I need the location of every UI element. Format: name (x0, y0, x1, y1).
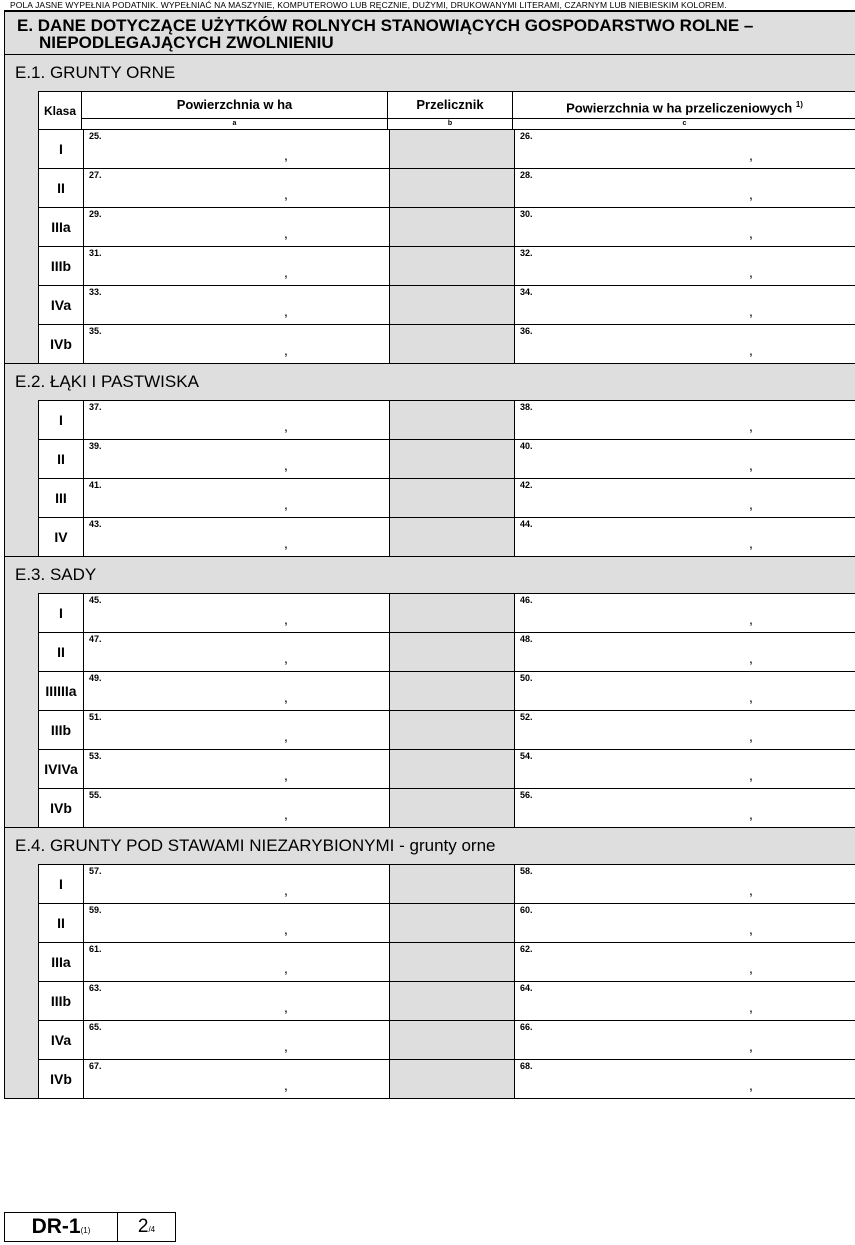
area-ha-field[interactable] (84, 1021, 390, 1059)
table-row (38, 518, 855, 556)
page-current: 2 (137, 1216, 149, 1237)
area-converted-field[interactable] (515, 440, 855, 478)
field-number: 29. (89, 209, 102, 219)
klasa-label (38, 479, 84, 517)
field-number: 54. (520, 751, 533, 761)
conversion-factor-cell (390, 1060, 515, 1098)
decimal-comma: , (749, 186, 753, 202)
decimal-comma: , (749, 457, 753, 473)
table-row (38, 401, 855, 440)
header-col-a-letter: a (232, 120, 237, 127)
klasa-label (38, 208, 84, 246)
area-ha-field[interactable] (84, 247, 390, 285)
area-ha-field[interactable] (84, 789, 390, 827)
form-footer (4, 1212, 176, 1242)
field-number: 61. (89, 944, 102, 954)
area-converted-field[interactable] (515, 479, 855, 517)
klasa-label (38, 904, 84, 942)
klasa-label (38, 594, 84, 632)
field-number: 45. (89, 595, 102, 605)
field-number: 58. (520, 866, 533, 876)
field-number: 38. (520, 402, 533, 412)
klasa-label (38, 1021, 84, 1059)
decimal-comma: , (284, 535, 288, 551)
conversion-factor-cell (390, 633, 515, 671)
area-ha-field[interactable] (84, 633, 390, 671)
area-ha-field[interactable] (84, 904, 390, 942)
conversion-factor-cell (390, 130, 515, 168)
field-number: 44. (520, 519, 533, 529)
field-number: 67. (89, 1061, 102, 1071)
area-converted-field[interactable] (515, 1060, 855, 1098)
field-number: 63. (89, 983, 102, 993)
klasa-label (38, 633, 84, 671)
form-code-label: DR-1 (31, 1215, 81, 1238)
decimal-comma: , (284, 1077, 288, 1093)
section-e-title-line1: E. DANE DOTYCZĄCE UŻYTKÓW ROLNYCH STANOWIĄCYCH GOSPODARSTWO ROLNE – (17, 16, 754, 35)
area-ha-field[interactable] (84, 325, 390, 363)
decimal-comma: , (284, 186, 288, 202)
header-col-b (388, 92, 513, 129)
klasa-label (38, 865, 84, 903)
field-number: 62. (520, 944, 533, 954)
klasa-line: IVb (50, 800, 72, 816)
klasa-label (38, 286, 84, 324)
page-number (118, 1213, 175, 1241)
klasa-line: IV (54, 529, 68, 545)
decimal-comma: , (284, 147, 288, 163)
klasa-label (38, 325, 84, 363)
data-table (38, 864, 855, 1098)
klasa-line: I (59, 141, 63, 157)
area-converted-field[interactable] (515, 750, 855, 788)
decimal-comma: , (284, 342, 288, 358)
decimal-comma: , (749, 535, 753, 551)
decimal-comma: , (284, 882, 288, 898)
instruction-note: POLA JASNE WYPEŁNIA PODATNIK. WYPEŁNIAĆ NA MASZYNIE, KOMPUTEROWO LUB RĘCZNIE, DUŻYMI, DRUKOWANYMI LITERAMI, CZARNYM LUB NIEBIESKIM KOLOREM. (10, 0, 727, 10)
area-ha-field[interactable] (84, 943, 390, 981)
klasa-label (38, 130, 84, 168)
decimal-comma: , (749, 921, 753, 937)
conversion-factor-cell (390, 1021, 515, 1059)
form-section-e (4, 12, 855, 1099)
field-number: 28. (520, 170, 533, 180)
table-row (38, 325, 855, 363)
area-ha-field[interactable] (84, 750, 390, 788)
klasa-line: IIIb (50, 258, 72, 274)
table-row (38, 208, 855, 247)
table-row (38, 594, 855, 633)
klasa-line: IIIa (57, 683, 77, 699)
conversion-factor-cell (390, 518, 515, 556)
klasa-line: I (59, 412, 63, 428)
area-converted-field[interactable] (515, 518, 855, 556)
header-col-a-label: Powierzchnia w ha (82, 92, 387, 119)
decimal-comma: , (749, 418, 753, 434)
section-e4 (5, 828, 855, 1099)
area-converted-field[interactable] (515, 982, 855, 1020)
footnote-ref: 1) (795, 100, 803, 109)
decimal-comma: , (284, 806, 288, 822)
data-table (38, 593, 855, 827)
form-version: (1) (80, 1226, 91, 1235)
area-ha-field[interactable] (84, 440, 390, 478)
klasa-line: IVb (50, 336, 72, 352)
klasa-label (38, 943, 84, 981)
klasa-label (38, 711, 84, 749)
field-number: 31. (89, 248, 102, 258)
area-ha-field[interactable] (84, 286, 390, 324)
conversion-factor-cell (390, 479, 515, 517)
decimal-comma: , (284, 1038, 288, 1054)
decimal-comma: , (749, 1077, 753, 1093)
table-row (38, 904, 855, 943)
header-col-c-text: Powierzchnia w ha przeliczeniowych (566, 100, 793, 116)
decimal-comma: , (749, 689, 753, 705)
klasa-line: IVa (57, 761, 78, 777)
area-converted-field[interactable] (515, 789, 855, 827)
decimal-comma: , (749, 767, 753, 783)
decimal-comma: , (749, 806, 753, 822)
area-converted-field[interactable] (515, 247, 855, 285)
area-ha-field[interactable] (84, 982, 390, 1020)
field-number: 37. (89, 402, 102, 412)
section-e-header (5, 12, 855, 55)
decimal-comma: , (749, 650, 753, 666)
decimal-comma: , (749, 303, 753, 319)
conversion-factor-cell (390, 789, 515, 827)
field-number: 25. (89, 131, 102, 141)
table-row (38, 169, 855, 208)
area-converted-field[interactable] (515, 943, 855, 981)
table-row (38, 247, 855, 286)
field-number: 57. (89, 866, 102, 876)
klasa-line: IVa (50, 1032, 72, 1048)
table-row (38, 286, 855, 325)
conversion-factor-cell (390, 325, 515, 363)
field-number: 53. (89, 751, 102, 761)
klasa-line: II (57, 644, 65, 660)
table-row (38, 440, 855, 479)
klasa-label (38, 789, 84, 827)
field-number: 56. (520, 790, 533, 800)
section-title: E.1. GRUNTY ORNE (15, 63, 176, 82)
field-number: 48. (520, 634, 533, 644)
area-converted-field[interactable] (515, 594, 855, 632)
decimal-comma: , (749, 342, 753, 358)
field-number: 66. (520, 1022, 533, 1032)
area-converted-field[interactable] (515, 672, 855, 710)
klasa-line: IVa (50, 297, 72, 313)
table-row (38, 1060, 855, 1098)
field-number: 47. (89, 634, 102, 644)
conversion-factor-cell (390, 711, 515, 749)
decimal-comma: , (284, 264, 288, 280)
decimal-comma: , (749, 1038, 753, 1054)
form-code (5, 1213, 118, 1241)
klasa-line: I (59, 605, 63, 621)
klasa-line: I (59, 876, 63, 892)
field-number: 34. (520, 287, 533, 297)
area-converted-field[interactable] (515, 401, 855, 439)
field-number: 40. (520, 441, 533, 451)
klasa-label (38, 750, 84, 788)
klasa-line: IIIa (51, 219, 71, 235)
klasa-label (38, 518, 84, 556)
decimal-comma: , (749, 225, 753, 241)
conversion-factor-cell (390, 208, 515, 246)
klasa-line: III (45, 683, 58, 699)
page-total: /4 (148, 1225, 156, 1234)
section-e-title (17, 17, 753, 51)
table-row (38, 982, 855, 1021)
section-e-title-line2: NIEPODLEGAJĄCYCH ZWOLNIENIU (39, 33, 334, 52)
klasa-line: II (57, 180, 65, 196)
conversion-factor-cell (390, 286, 515, 324)
header-col-b-label: Przelicznik (388, 92, 512, 119)
conversion-factor-cell (390, 982, 515, 1020)
klasa-line: III (55, 490, 67, 506)
klasa-label (38, 401, 84, 439)
section-title: E.4. GRUNTY POD STAWAMI NIEZARYBIONYMI - grunty orne (15, 836, 496, 855)
decimal-comma: , (284, 650, 288, 666)
area-ha-field[interactable] (84, 1060, 390, 1098)
conversion-factor-cell (390, 943, 515, 981)
table-row (38, 1021, 855, 1060)
conversion-factor-cell (390, 750, 515, 788)
field-number: 52. (520, 712, 533, 722)
decimal-comma: , (284, 728, 288, 744)
klasa-label (38, 247, 84, 285)
field-number: 64. (520, 983, 533, 993)
area-converted-field[interactable] (515, 904, 855, 942)
section-e3 (5, 557, 855, 828)
area-ha-field[interactable] (84, 865, 390, 903)
header-col-a (82, 92, 388, 129)
data-table (38, 91, 855, 363)
decimal-comma: , (284, 611, 288, 627)
area-converted-field[interactable] (515, 169, 855, 207)
field-number: 51. (89, 712, 102, 722)
field-number: 26. (520, 131, 533, 141)
decimal-comma: , (284, 960, 288, 976)
area-ha-field[interactable] (84, 208, 390, 246)
section-title: E.3. SADY (15, 565, 97, 584)
table-row (38, 865, 855, 904)
klasa-label (38, 169, 84, 207)
field-number: 68. (520, 1061, 533, 1071)
header-col-c-label (513, 92, 855, 119)
field-number: 41. (89, 480, 102, 490)
area-converted-field[interactable] (515, 130, 855, 168)
area-ha-field[interactable] (84, 401, 390, 439)
area-converted-field[interactable] (515, 208, 855, 246)
area-ha-field[interactable] (84, 169, 390, 207)
klasa-line: II (57, 915, 65, 931)
decimal-comma: , (749, 496, 753, 512)
conversion-factor-cell (390, 865, 515, 903)
decimal-comma: , (749, 882, 753, 898)
conversion-factor-cell (390, 594, 515, 632)
section-title: E.2. ŁĄKI I PASTWISKA (15, 372, 199, 391)
field-number: 49. (89, 673, 102, 683)
klasa-line: IVb (50, 1071, 72, 1087)
area-ha-field[interactable] (84, 130, 390, 168)
table-row (38, 479, 855, 518)
data-table (38, 400, 855, 556)
decimal-comma: , (284, 999, 288, 1015)
area-ha-field[interactable] (84, 672, 390, 710)
klasa-line: II (57, 451, 65, 467)
table-header (38, 92, 855, 130)
area-ha-field[interactable] (84, 711, 390, 749)
area-converted-field[interactable] (515, 1021, 855, 1059)
field-number: 33. (89, 287, 102, 297)
table-row (38, 672, 855, 711)
klasa-label (38, 1060, 84, 1098)
decimal-comma: , (749, 147, 753, 163)
decimal-comma: , (284, 457, 288, 473)
area-converted-field[interactable] (515, 633, 855, 671)
conversion-factor-cell (390, 401, 515, 439)
klasa-line: IV (44, 761, 58, 777)
decimal-comma: , (284, 496, 288, 512)
section-e2 (5, 364, 855, 557)
area-converted-field[interactable] (515, 865, 855, 903)
conversion-factor-cell (390, 672, 515, 710)
decimal-comma: , (284, 689, 288, 705)
field-number: 35. (89, 326, 102, 336)
area-converted-field[interactable] (515, 711, 855, 749)
table-row (38, 130, 855, 169)
decimal-comma: , (749, 960, 753, 976)
table-row (38, 711, 855, 750)
field-number: 60. (520, 905, 533, 915)
decimal-comma: , (749, 264, 753, 280)
header-col-c (513, 92, 855, 129)
field-number: 59. (89, 905, 102, 915)
field-number: 27. (89, 170, 102, 180)
field-number: 36. (520, 326, 533, 336)
field-number: 43. (89, 519, 102, 529)
conversion-factor-cell (390, 440, 515, 478)
decimal-comma: , (284, 921, 288, 937)
header-col-c-letter: c (682, 120, 687, 127)
table-row (38, 789, 855, 827)
section-e1 (5, 55, 855, 364)
area-ha-field[interactable] (84, 479, 390, 517)
conversion-factor-cell (390, 904, 515, 942)
field-number: 46. (520, 595, 533, 605)
table-row (38, 750, 855, 789)
area-converted-field[interactable] (515, 325, 855, 363)
decimal-comma: , (749, 611, 753, 627)
klasa-line: IIIb (50, 993, 72, 1009)
decimal-comma: , (749, 999, 753, 1015)
area-converted-field[interactable] (515, 286, 855, 324)
field-number: 50. (520, 673, 533, 683)
table-row (38, 943, 855, 982)
decimal-comma: , (284, 225, 288, 241)
klasa-line: IIIa (51, 954, 71, 970)
header-col-b-letter: b (447, 120, 453, 127)
klasa-label (38, 672, 84, 710)
field-number: 32. (520, 248, 533, 258)
conversion-factor-cell (390, 247, 515, 285)
area-ha-field[interactable] (84, 518, 390, 556)
decimal-comma: , (749, 728, 753, 744)
klasa-label (38, 440, 84, 478)
decimal-comma: , (284, 418, 288, 434)
area-ha-field[interactable] (84, 594, 390, 632)
field-number: 65. (89, 1022, 102, 1032)
field-number: 30. (520, 209, 533, 219)
field-number: 42. (520, 480, 533, 490)
klasa-line: IIIb (50, 722, 72, 738)
table-row (38, 633, 855, 672)
decimal-comma: , (284, 767, 288, 783)
klasa-label (38, 982, 84, 1020)
decimal-comma: , (284, 303, 288, 319)
conversion-factor-cell (390, 169, 515, 207)
header-klasa: Klasa (38, 92, 82, 129)
field-number: 39. (89, 441, 102, 451)
field-number: 55. (89, 790, 102, 800)
